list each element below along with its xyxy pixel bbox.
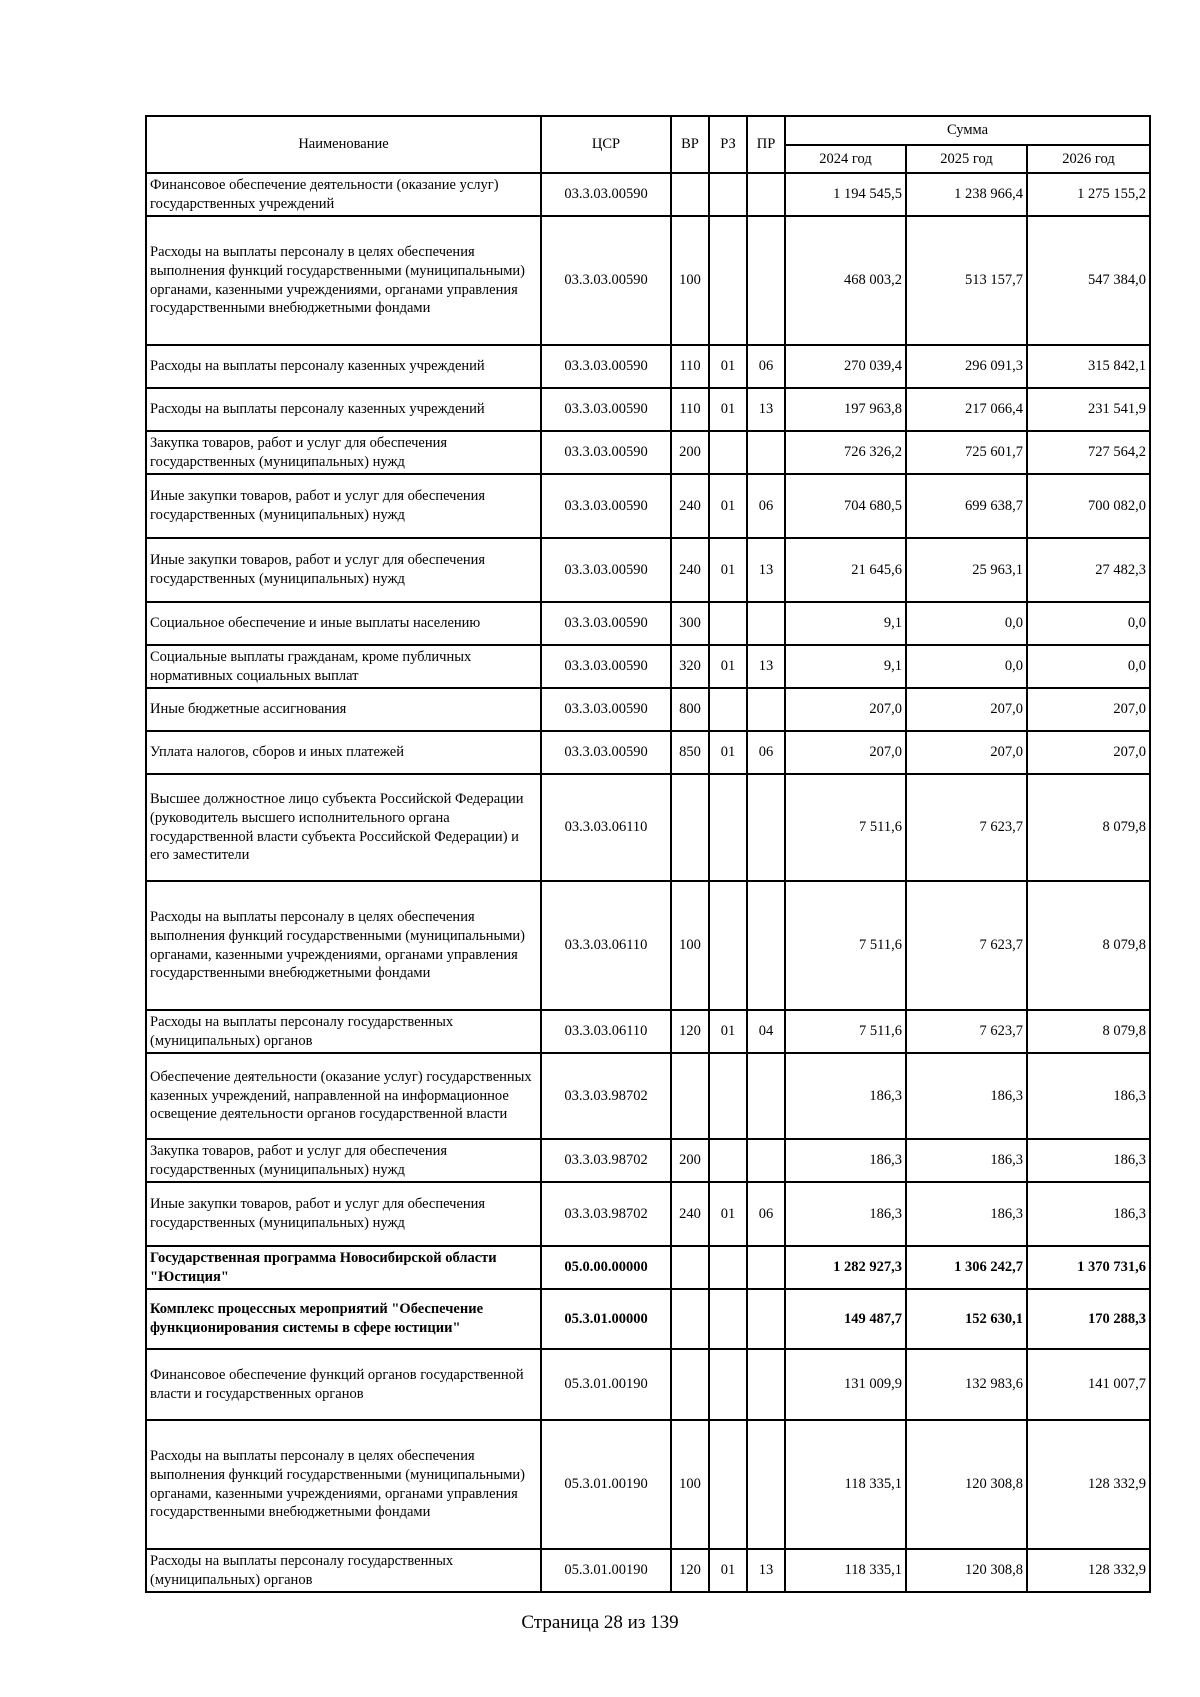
cell-sum-2025: 296 091,3 xyxy=(906,345,1027,388)
cell-sum-2026: 128 332,9 xyxy=(1027,1420,1150,1549)
cell-vr xyxy=(671,1289,709,1349)
cell-vr: 320 xyxy=(671,645,709,688)
cell-vr xyxy=(671,1053,709,1139)
cell-csr: 05.3.01.00190 xyxy=(541,1349,671,1420)
cell-name: Расходы на выплаты персоналу казенных учреждений xyxy=(146,388,541,431)
cell-vr: 100 xyxy=(671,881,709,1010)
table-row xyxy=(146,388,1150,431)
cell-name: Финансовое обеспечение деятельности (оказание услуг) государственных учреждений xyxy=(146,173,541,216)
budget-table xyxy=(145,115,1151,1593)
cell-sum-2024: 7 511,6 xyxy=(785,881,906,1010)
cell-vr: 120 xyxy=(671,1010,709,1053)
cell-rz xyxy=(709,881,747,1010)
cell-sum-2026: 186,3 xyxy=(1027,1139,1150,1182)
header-name: Наименование xyxy=(146,116,541,173)
table-row xyxy=(146,345,1150,388)
header-pr: ПР xyxy=(747,116,785,173)
cell-csr: 03.3.03.00590 xyxy=(541,173,671,216)
cell-pr xyxy=(747,1420,785,1549)
table-row xyxy=(146,645,1150,688)
cell-sum-2024: 726 326,2 xyxy=(785,431,906,474)
cell-sum-2024: 207,0 xyxy=(785,731,906,774)
cell-csr: 03.3.03.00590 xyxy=(541,731,671,774)
cell-pr: 06 xyxy=(747,345,785,388)
cell-name: Расходы на выплаты персоналу государственных (муниципальных) органов xyxy=(146,1549,541,1592)
cell-sum-2025: 0,0 xyxy=(906,602,1027,645)
cell-rz: 01 xyxy=(709,731,747,774)
cell-sum-2024: 207,0 xyxy=(785,688,906,731)
cell-rz xyxy=(709,1246,747,1289)
cell-csr: 03.3.03.98702 xyxy=(541,1182,671,1246)
cell-vr: 800 xyxy=(671,688,709,731)
cell-vr xyxy=(671,173,709,216)
cell-rz: 01 xyxy=(709,388,747,431)
cell-pr xyxy=(747,1053,785,1139)
cell-sum-2025: 207,0 xyxy=(906,688,1027,731)
cell-sum-2024: 7 511,6 xyxy=(785,774,906,881)
table-row xyxy=(146,216,1150,345)
cell-csr: 03.3.03.00590 xyxy=(541,645,671,688)
cell-pr: 13 xyxy=(747,645,785,688)
cell-sum-2024: 186,3 xyxy=(785,1182,906,1246)
cell-csr: 03.3.03.00590 xyxy=(541,602,671,645)
cell-sum-2026: 0,0 xyxy=(1027,645,1150,688)
cell-sum-2024: 21 645,6 xyxy=(785,538,906,602)
table-row xyxy=(146,1182,1150,1246)
cell-sum-2026: 170 288,3 xyxy=(1027,1289,1150,1349)
cell-name: Социальные выплаты гражданам, кроме публичных нормативных социальных выплат xyxy=(146,645,541,688)
cell-sum-2025: 186,3 xyxy=(906,1139,1027,1182)
cell-csr: 03.3.03.98702 xyxy=(541,1053,671,1139)
cell-sum-2026: 1 275 155,2 xyxy=(1027,173,1150,216)
cell-sum-2025: 217 066,4 xyxy=(906,388,1027,431)
cell-sum-2025: 186,3 xyxy=(906,1053,1027,1139)
table-row xyxy=(146,538,1150,602)
cell-rz xyxy=(709,774,747,881)
cell-sum-2026: 231 541,9 xyxy=(1027,388,1150,431)
cell-sum-2024: 186,3 xyxy=(785,1139,906,1182)
cell-sum-2024: 1 194 545,5 xyxy=(785,173,906,216)
cell-name: Финансовое обеспечение функций органов государственной власти и государственных органов xyxy=(146,1349,541,1420)
cell-sum-2025: 725 601,7 xyxy=(906,431,1027,474)
cell-pr: 06 xyxy=(747,1182,785,1246)
cell-rz: 01 xyxy=(709,1010,747,1053)
cell-vr: 110 xyxy=(671,345,709,388)
cell-pr xyxy=(747,774,785,881)
cell-rz xyxy=(709,602,747,645)
cell-sum-2025: 699 638,7 xyxy=(906,474,1027,538)
table-row xyxy=(146,1139,1150,1182)
cell-sum-2026: 8 079,8 xyxy=(1027,1010,1150,1053)
cell-name: Обеспечение деятельности (оказание услуг) государственных казенных учреждений, направленной на информационное освещение деятельности органов государственной власти xyxy=(146,1053,541,1139)
cell-csr: 03.3.03.00590 xyxy=(541,688,671,731)
cell-sum-2024: 149 487,7 xyxy=(785,1289,906,1349)
cell-name: Расходы на выплаты персоналу в целях обеспечения выполнения функций государственными (муниципальными) органами, казенными учреждениями, органами управления государственными внебюджетными фондами xyxy=(146,1420,541,1549)
cell-rz: 01 xyxy=(709,538,747,602)
cell-rz xyxy=(709,1139,747,1182)
cell-sum-2024: 1 282 927,3 xyxy=(785,1246,906,1289)
cell-vr xyxy=(671,1349,709,1420)
cell-csr: 05.0.00.00000 xyxy=(541,1246,671,1289)
cell-sum-2026: 141 007,7 xyxy=(1027,1349,1150,1420)
cell-sum-2024: 9,1 xyxy=(785,602,906,645)
table-row xyxy=(146,1289,1150,1349)
header-vr: ВР xyxy=(671,116,709,173)
cell-pr xyxy=(747,881,785,1010)
cell-sum-2025: 1 306 242,7 xyxy=(906,1246,1027,1289)
cell-sum-2025: 120 308,8 xyxy=(906,1420,1027,1549)
cell-vr: 240 xyxy=(671,1182,709,1246)
header-year-2024: 2024 год xyxy=(785,145,906,173)
cell-pr xyxy=(747,688,785,731)
cell-sum-2025: 120 308,8 xyxy=(906,1549,1027,1592)
cell-csr: 05.3.01.00190 xyxy=(541,1420,671,1549)
cell-rz: 01 xyxy=(709,345,747,388)
table-row xyxy=(146,1420,1150,1549)
cell-vr: 100 xyxy=(671,216,709,345)
header-sum: Сумма xyxy=(785,116,1150,145)
cell-sum-2024: 468 003,2 xyxy=(785,216,906,345)
cell-pr: 04 xyxy=(747,1010,785,1053)
cell-rz xyxy=(709,688,747,731)
table-row xyxy=(146,881,1150,1010)
cell-name: Расходы на выплаты персоналу государственных (муниципальных) органов xyxy=(146,1010,541,1053)
table-row xyxy=(146,1010,1150,1053)
cell-csr: 03.3.03.06110 xyxy=(541,1010,671,1053)
cell-csr: 03.3.03.00590 xyxy=(541,538,671,602)
cell-name: Расходы на выплаты персоналу в целях обеспечения выполнения функций государственными (муниципальными) органами, казенными учреждениями, органами управления государственными внебюджетными фондами xyxy=(146,881,541,1010)
cell-vr: 300 xyxy=(671,602,709,645)
cell-sum-2026: 207,0 xyxy=(1027,731,1150,774)
cell-sum-2025: 0,0 xyxy=(906,645,1027,688)
table-row xyxy=(146,1246,1150,1289)
cell-pr: 13 xyxy=(747,388,785,431)
cell-rz: 01 xyxy=(709,474,747,538)
cell-sum-2025: 152 630,1 xyxy=(906,1289,1027,1349)
cell-rz xyxy=(709,1420,747,1549)
cell-pr xyxy=(747,1349,785,1420)
cell-name: Закупка товаров, работ и услуг для обеспечения государственных (муниципальных) нужд xyxy=(146,431,541,474)
cell-sum-2026: 27 482,3 xyxy=(1027,538,1150,602)
cell-sum-2026: 547 384,0 xyxy=(1027,216,1150,345)
cell-name: Комплекс процессных мероприятий "Обеспечение функционирования системы в сфере юстиции" xyxy=(146,1289,541,1349)
table-row xyxy=(146,1549,1150,1592)
table-row xyxy=(146,173,1150,216)
cell-sum-2024: 197 963,8 xyxy=(785,388,906,431)
cell-pr: 13 xyxy=(747,1549,785,1592)
cell-sum-2024: 131 009,9 xyxy=(785,1349,906,1420)
cell-rz xyxy=(709,1289,747,1349)
cell-pr: 13 xyxy=(747,538,785,602)
cell-name: Иные бюджетные ассигнования xyxy=(146,688,541,731)
cell-pr xyxy=(747,216,785,345)
cell-rz xyxy=(709,431,747,474)
table-row xyxy=(146,474,1150,538)
cell-name: Социальное обеспечение и иные выплаты населению xyxy=(146,602,541,645)
cell-sum-2026: 186,3 xyxy=(1027,1053,1150,1139)
cell-sum-2025: 207,0 xyxy=(906,731,1027,774)
cell-vr xyxy=(671,1246,709,1289)
cell-rz xyxy=(709,1053,747,1139)
cell-name: Иные закупки товаров, работ и услуг для обеспечения государственных (муниципальных) нужд xyxy=(146,538,541,602)
cell-rz xyxy=(709,1349,747,1420)
cell-sum-2026: 0,0 xyxy=(1027,602,1150,645)
cell-sum-2026: 207,0 xyxy=(1027,688,1150,731)
cell-sum-2024: 118 335,1 xyxy=(785,1549,906,1592)
cell-name: Расходы на выплаты персоналу казенных учреждений xyxy=(146,345,541,388)
cell-rz: 01 xyxy=(709,645,747,688)
header-year-2025: 2025 год xyxy=(906,145,1027,173)
cell-name: Закупка товаров, работ и услуг для обеспечения государственных (муниципальных) нужд xyxy=(146,1139,541,1182)
cell-vr: 100 xyxy=(671,1420,709,1549)
cell-vr: 200 xyxy=(671,1139,709,1182)
cell-sum-2026: 8 079,8 xyxy=(1027,881,1150,1010)
table-row xyxy=(146,602,1150,645)
cell-pr xyxy=(747,1139,785,1182)
cell-sum-2025: 7 623,7 xyxy=(906,774,1027,881)
cell-name: Уплата налогов, сборов и иных платежей xyxy=(146,731,541,774)
cell-rz xyxy=(709,216,747,345)
cell-sum-2026: 700 082,0 xyxy=(1027,474,1150,538)
cell-sum-2024: 118 335,1 xyxy=(785,1420,906,1549)
header-rz: РЗ xyxy=(709,116,747,173)
cell-csr: 03.3.03.06110 xyxy=(541,881,671,1010)
cell-sum-2026: 315 842,1 xyxy=(1027,345,1150,388)
cell-csr: 03.3.03.00590 xyxy=(541,216,671,345)
cell-pr: 06 xyxy=(747,474,785,538)
table-row xyxy=(146,431,1150,474)
table-row xyxy=(146,731,1150,774)
cell-vr: 120 xyxy=(671,1549,709,1592)
cell-rz: 01 xyxy=(709,1549,747,1592)
table-row xyxy=(146,688,1150,731)
page-number: Страница 28 из 139 xyxy=(521,1612,679,1633)
cell-pr: 06 xyxy=(747,731,785,774)
cell-pr xyxy=(747,602,785,645)
cell-sum-2025: 7 623,7 xyxy=(906,881,1027,1010)
cell-sum-2025: 7 623,7 xyxy=(906,1010,1027,1053)
cell-vr: 110 xyxy=(671,388,709,431)
cell-sum-2024: 270 039,4 xyxy=(785,345,906,388)
cell-csr: 03.3.03.00590 xyxy=(541,345,671,388)
cell-vr: 240 xyxy=(671,474,709,538)
cell-csr: 03.3.03.00590 xyxy=(541,431,671,474)
cell-sum-2024: 9,1 xyxy=(785,645,906,688)
cell-sum-2026: 727 564,2 xyxy=(1027,431,1150,474)
table-row xyxy=(146,774,1150,881)
cell-sum-2026: 128 332,9 xyxy=(1027,1549,1150,1592)
cell-sum-2026: 8 079,8 xyxy=(1027,774,1150,881)
cell-csr: 03.3.03.00590 xyxy=(541,388,671,431)
cell-name: Государственная программа Новосибирской области "Юстиция" xyxy=(146,1246,541,1289)
cell-rz xyxy=(709,173,747,216)
cell-vr: 200 xyxy=(671,431,709,474)
cell-pr xyxy=(747,1246,785,1289)
cell-csr: 03.3.03.06110 xyxy=(541,774,671,881)
table-body xyxy=(146,173,1150,1592)
cell-sum-2026: 186,3 xyxy=(1027,1182,1150,1246)
cell-csr: 03.3.03.00590 xyxy=(541,474,671,538)
cell-csr: 05.3.01.00000 xyxy=(541,1289,671,1349)
cell-sum-2025: 25 963,1 xyxy=(906,538,1027,602)
cell-csr: 05.3.01.00190 xyxy=(541,1549,671,1592)
cell-name: Иные закупки товаров, работ и услуг для обеспечения государственных (муниципальных) нужд xyxy=(146,1182,541,1246)
table-row xyxy=(146,1053,1150,1139)
cell-pr xyxy=(747,173,785,216)
cell-sum-2025: 513 157,7 xyxy=(906,216,1027,345)
cell-sum-2024: 7 511,6 xyxy=(785,1010,906,1053)
cell-sum-2025: 186,3 xyxy=(906,1182,1027,1246)
cell-sum-2024: 704 680,5 xyxy=(785,474,906,538)
cell-pr xyxy=(747,431,785,474)
cell-pr xyxy=(747,1289,785,1349)
cell-vr xyxy=(671,774,709,881)
cell-sum-2024: 186,3 xyxy=(785,1053,906,1139)
cell-vr: 850 xyxy=(671,731,709,774)
cell-sum-2025: 1 238 966,4 xyxy=(906,173,1027,216)
cell-sum-2025: 132 983,6 xyxy=(906,1349,1027,1420)
cell-name: Расходы на выплаты персоналу в целях обеспечения выполнения функций государственными (муниципальными) органами, казенными учреждениями, органами управления государственными внебюджетными фондами xyxy=(146,216,541,345)
cell-vr: 240 xyxy=(671,538,709,602)
cell-sum-2026: 1 370 731,6 xyxy=(1027,1246,1150,1289)
header-csr: ЦСР xyxy=(541,116,671,173)
cell-name: Иные закупки товаров, работ и услуг для обеспечения государственных (муниципальных) нужд xyxy=(146,474,541,538)
table-row xyxy=(146,1349,1150,1420)
cell-csr: 03.3.03.98702 xyxy=(541,1139,671,1182)
cell-name: Высшее должностное лицо субъекта Российской Федерации (руководитель высшего исполнительного органа государственной власти субъекта Российской Федерации) и его заместители xyxy=(146,774,541,881)
cell-rz: 01 xyxy=(709,1182,747,1246)
header-year-2026: 2026 год xyxy=(1027,145,1150,173)
